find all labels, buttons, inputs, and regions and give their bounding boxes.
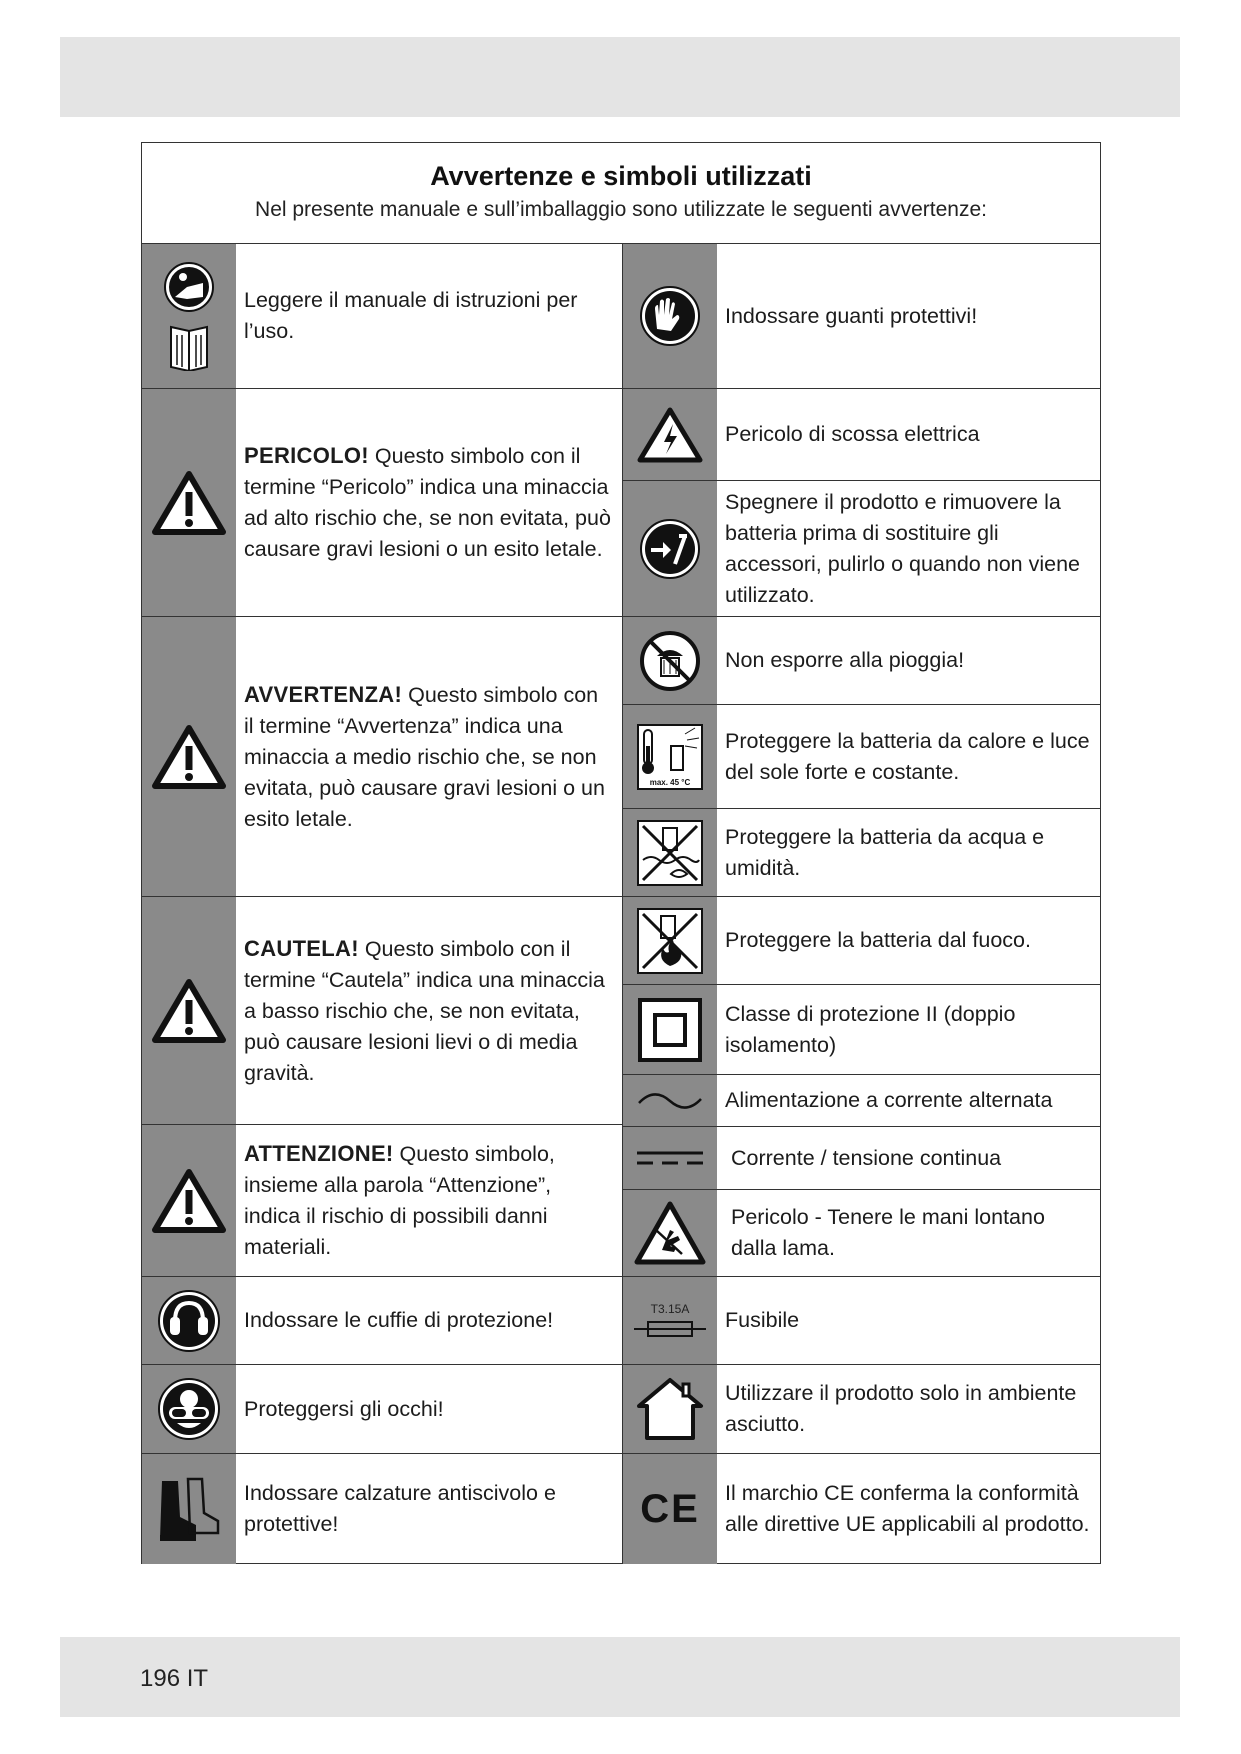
symbol-description: Indossare le cuffie di protezione!	[244, 1308, 554, 1332]
symbol-description: Non esporre alla pioggia!	[725, 648, 965, 672]
symbol-description: Proteggere la batteria da acqua e umidità.	[725, 824, 1045, 880]
read-manual-icon	[142, 244, 236, 388]
symbol-description: Leggere il manuale di istruzioni per l’uso.	[244, 288, 578, 343]
symbol-description: Alimentazione a corrente alternata	[725, 1088, 1053, 1112]
symbol-row	[142, 1125, 622, 1277]
indoor-use-icon	[623, 1365, 717, 1453]
gloves-icon	[623, 244, 717, 388]
symbol-description: Corrente / tensione continua	[731, 1145, 1002, 1170]
symbol-row	[623, 1190, 1101, 1277]
symbol-description: Pericolo di scossa elettrica	[725, 422, 980, 446]
symbol-row	[142, 617, 622, 897]
symbol-row	[623, 1454, 1101, 1564]
table-header	[142, 143, 1100, 244]
symbol-description: Questo simbolo con il termine “Cautela” indica una minaccia a basso rischio che, se non evitata, può causare lesioni lievi o di media gravità.	[244, 936, 605, 1085]
direct-current-icon	[623, 1127, 717, 1189]
icon-label: max. 45 °C	[649, 777, 691, 787]
symbol-description: Proteggere la batteria dal fuoco.	[725, 928, 1031, 952]
signal-word: CAUTELA!	[244, 935, 359, 961]
eye-protection-icon	[142, 1365, 236, 1453]
symbol-row	[623, 1365, 1101, 1454]
safety-boots-icon	[142, 1454, 236, 1564]
symbol-description: Classe di protezione II (doppio isolamento)	[725, 1001, 1016, 1057]
symbol-row	[623, 809, 1101, 897]
symbol-row	[623, 617, 1101, 705]
symbols-table	[141, 142, 1101, 1564]
page-title: Avvertenze e simboli utilizzati	[430, 161, 812, 191]
icon-label: T3.15A	[650, 1301, 690, 1316]
symbol-row	[623, 1277, 1101, 1365]
symbol-row	[623, 985, 1101, 1075]
page-number: 196 IT	[140, 1665, 209, 1692]
symbol-description: Il marchio CE conferma la conformità alle direttive UE applicabili al prodotto.	[725, 1481, 1090, 1536]
footer-band	[60, 1637, 1180, 1717]
blade-hazard-icon	[623, 1190, 717, 1276]
symbol-description: Spegnere il prodotto e rimuovere la batteria prima di sostituire gli accessori, pulirlo o quando non viene utilizzato.	[725, 489, 1080, 607]
warning-triangle-icon	[142, 897, 236, 1124]
symbol-row	[623, 481, 1101, 617]
electric-shock-icon	[623, 389, 717, 480]
symbol-description: Utilizzare il prodotto solo in ambiente asciutto.	[725, 1381, 1077, 1436]
remove-battery-icon	[623, 481, 717, 616]
fuse-icon	[623, 1277, 717, 1364]
no-water-icon	[623, 809, 717, 896]
symbol-description: Questo simbolo, insieme alla parola “Attenzione”, indica il rischio di possibili danni materiali.	[244, 1142, 555, 1259]
symbol-description: Questo simbolo con il termine “Avvertenza” indica una minaccia a medio rischio che, se non evitata, può causare gravi lesioni o un esito letale.	[244, 682, 605, 831]
signal-word: PERICOLO!	[244, 443, 369, 468]
warning-triangle-icon	[142, 617, 236, 896]
ce-mark-label: CE	[640, 1486, 700, 1531]
header-band	[60, 37, 1180, 117]
symbol-row	[623, 1075, 1101, 1127]
alternating-current-icon	[623, 1075, 717, 1126]
signal-word: ATTENZIONE!	[244, 1141, 394, 1166]
symbol-description: Fusibile	[725, 1308, 800, 1332]
symbol-row	[142, 1454, 622, 1564]
ear-protection-icon	[142, 1277, 236, 1364]
symbol-row	[142, 389, 622, 617]
warning-triangle-icon	[142, 1125, 236, 1276]
symbol-description: Pericolo - Tenere le mani lontano dalla lama.	[731, 1205, 1045, 1260]
symbol-description: Proteggersi gli occhi!	[244, 1396, 444, 1421]
symbol-row	[623, 705, 1101, 809]
protection-class-ii-icon	[623, 985, 717, 1074]
heat-sun-icon	[623, 705, 717, 808]
symbol-row	[142, 1365, 622, 1454]
symbol-row	[623, 897, 1101, 985]
no-rain-icon	[623, 617, 717, 704]
symbol-row	[142, 244, 622, 389]
symbol-row	[142, 1277, 622, 1365]
symbol-row	[623, 1127, 1101, 1190]
right-column	[622, 244, 1101, 1564]
left-column	[142, 244, 622, 1564]
symbol-description: Questo simbolo con il termine “Pericolo” indica una minaccia ad alto rischio che, se non evitata, può causare gravi lesioni o un esito letale.	[244, 444, 611, 561]
page-subtitle: Nel presente manuale e sull’imballaggio sono utilizzate le seguenti avvertenze:	[255, 198, 987, 221]
signal-word: AVVERTENZA!	[244, 681, 403, 707]
symbol-description: Proteggere la batteria da calore e luce del sole forte e costante.	[725, 728, 1090, 784]
ce-mark-icon	[623, 1454, 717, 1564]
no-fire-icon	[623, 897, 717, 984]
symbol-row	[623, 244, 1101, 389]
symbol-description: Indossare guanti protettivi!	[725, 303, 978, 328]
symbol-row	[142, 897, 622, 1125]
symbol-row	[623, 389, 1101, 481]
symbol-description: Indossare calzature antiscivolo e protettive!	[244, 1481, 556, 1536]
warning-triangle-icon	[142, 389, 236, 616]
